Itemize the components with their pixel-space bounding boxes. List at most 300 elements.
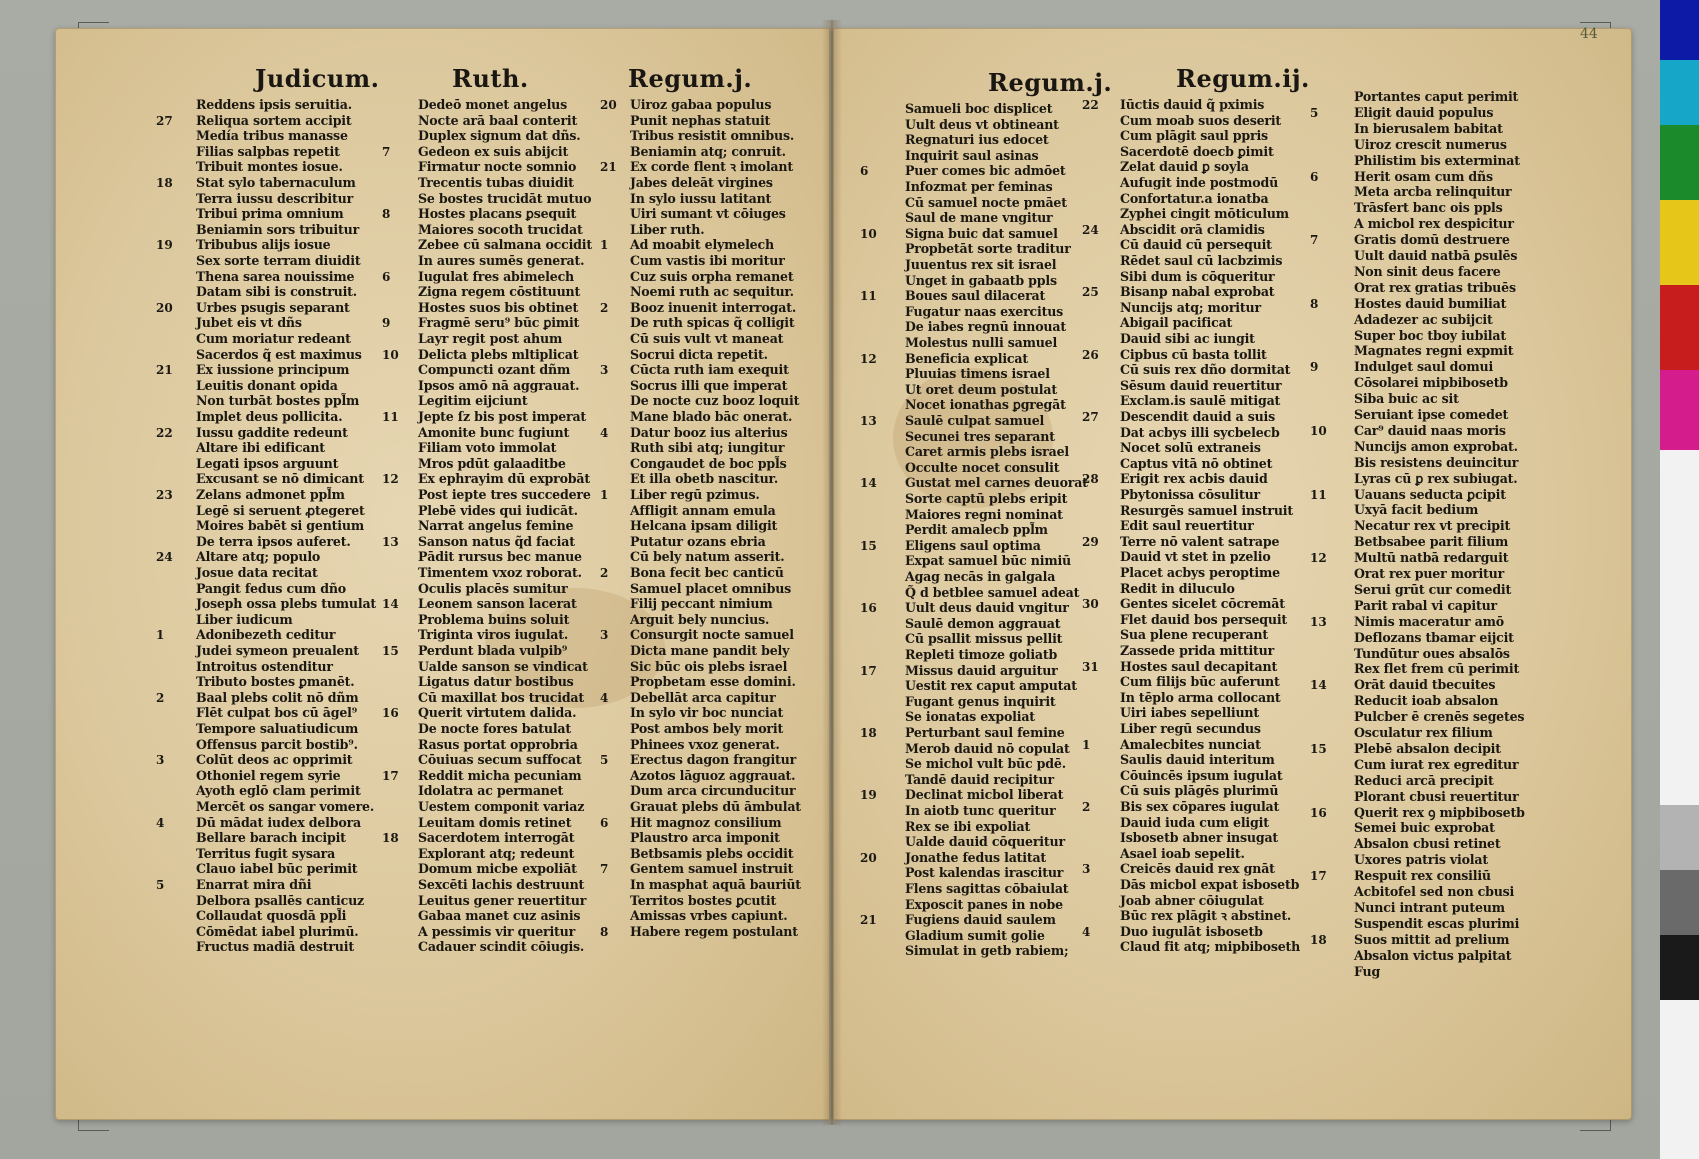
chapter-number: 25 — [1082, 285, 1099, 300]
text-line: Triginta viros iugulat. — [418, 627, 569, 643]
text-line: Delicta plebs mltiplicat — [418, 346, 579, 362]
text-line: Cum plāgit saul ppris — [1120, 128, 1268, 144]
text-line: Sacerdotē doecb ꝑimit — [1120, 143, 1274, 159]
chapter-number: 24 — [156, 550, 173, 565]
text-line: Post ambos bely morit — [630, 721, 784, 736]
chapter-number: 20 — [600, 98, 617, 112]
text-line: Gratis domū destruere — [1354, 232, 1510, 248]
text-line: Socrui dicta repetit. — [630, 346, 768, 362]
text-line: In aures sumēs generat. — [418, 253, 585, 268]
text-line: Uiri sumant vt cōiuges — [630, 206, 786, 222]
text-line: Filiam voto immolat — [418, 440, 557, 456]
chapter-number: 10 — [382, 347, 399, 362]
chapter-number: 15 — [860, 538, 877, 553]
text-line: Sexcēti lachis destruunt — [418, 877, 585, 892]
text-line: Beniamin atq; conruit. — [630, 143, 786, 159]
text-line: Josue data recitat — [196, 565, 318, 580]
chapter-number: 6 — [860, 164, 869, 179]
text-line: Iussu gaddite redeunt — [196, 424, 348, 440]
chapter-number: 20 — [156, 300, 173, 315]
text-line: Enarrat mira dñi — [196, 877, 312, 892]
text-line: Tempore saluatiudicum — [196, 721, 359, 736]
chapter-number: 21 — [156, 363, 173, 378]
chapter-number: 24 — [1082, 222, 1099, 237]
chapter-number: 15 — [1310, 741, 1327, 756]
text-line: Portantes caput perimit — [1354, 89, 1519, 104]
text-line: Reddens ipsis seruitia. — [196, 97, 352, 112]
text-line: Medía tribus manasse — [196, 128, 348, 144]
chapter-number: 2 — [1082, 800, 1091, 814]
text-line: Cum moriatur redeant — [196, 331, 351, 346]
text-line: Uult deus vt obtineant — [905, 116, 1059, 132]
chapter-number: 9 — [382, 316, 391, 331]
chapter-number: 22 — [1082, 98, 1099, 112]
text-line: Plebē vides qui iudicāt. — [418, 502, 578, 518]
text-line: Bis resistens deuincitur — [1354, 454, 1519, 470]
text-line: Siba buic ac sit — [1354, 391, 1459, 407]
text-line: Asael ioab sepelit. — [1120, 845, 1245, 861]
color-patch — [1660, 935, 1699, 1000]
text-line: Dū mādat iudex delbora — [196, 814, 361, 830]
text-line: Samuel placet omnibus — [630, 580, 792, 596]
text-line: Reddit micha pecuniam — [418, 767, 582, 783]
text-line: Cum moab suos deserit — [1120, 112, 1282, 128]
text-line: Firmatur nocte somnio — [418, 159, 577, 175]
text-line: Signa buic dat samuel — [905, 225, 1058, 241]
text-line: Adonibezeth ceditur — [196, 627, 336, 643]
text-line: Dās micbol expat isbosetb — [1120, 877, 1300, 892]
text-line: Juuentus rex sit israel — [905, 257, 1057, 272]
color-calibration-strip — [1660, 0, 1699, 1159]
text-line: Samueli boc displicet — [905, 101, 1053, 116]
text-line: Dauid vt stet in pzelio — [1120, 549, 1271, 565]
text-line: Non turbāt bostes ppl̃m — [196, 393, 360, 409]
text-line: Rasus portat opprobria — [418, 736, 578, 752]
text-line: Car⁹ dauid naas moris — [1354, 422, 1506, 438]
text-line: Idolatra ac permanet — [418, 783, 564, 799]
text-line: Nocet solū extraneis — [1120, 440, 1261, 456]
text-line: Duo iugulāt isbosetb — [1120, 923, 1263, 939]
text-line: Uestit rex caput amputat — [905, 678, 1077, 694]
text-line: Fugiens dauid saulem — [905, 912, 1056, 928]
text-line: Cū suis vult vt maneat — [630, 331, 784, 346]
text-line: Pulcber ē crenēs segetes — [1354, 709, 1525, 725]
text-line: Descendit dauid a suis — [1120, 409, 1276, 424]
text-line: Congaudet de boc ppl̃s — [630, 455, 787, 471]
text-line: Occulte nocet consulit — [905, 459, 1060, 475]
text-line: In sylo iussu latitant — [630, 190, 772, 206]
chapter-number: 19 — [860, 788, 877, 803]
text-line: In tēplo arma collocant — [1120, 689, 1281, 705]
text-line: Perturbant saul femine — [905, 725, 1065, 740]
chapter-number: 4 — [1082, 924, 1091, 939]
text-line: Iūctis dauid q̃ pximis — [1120, 97, 1265, 112]
text-line: Cū bely natum asserit. — [630, 549, 785, 565]
text-line: Amonite bunc fugiunt — [418, 424, 570, 440]
text-line: Seruiant ipse comedet — [1354, 407, 1509, 422]
text-line: Zebee cū salmana occidit — [418, 237, 592, 253]
text-line: Rēdet saul cū lacbzimis — [1120, 253, 1283, 268]
text-line: Unget in gabaatb ppls — [905, 272, 1057, 288]
text-line: Iugulat fres abimelech — [418, 268, 575, 284]
text-line: Uauans seducta ꝑcipit — [1354, 486, 1506, 502]
text-line: Acbitofel sed non cbusi — [1354, 884, 1515, 899]
chapter-number: 6 — [1310, 169, 1319, 184]
text-line: Hostes placans ꝑsequit — [418, 206, 577, 222]
text-line: Necatur rex vt precipit — [1354, 518, 1511, 534]
text-line: Duplex signum dat dñs. — [418, 128, 581, 144]
text-line: Flēt culpat bos cū āgel⁹ — [196, 705, 358, 721]
chapter-number: 16 — [860, 601, 877, 616]
chapter-number: 22 — [156, 425, 173, 440]
text-line: Abscidit orā clamidis — [1120, 221, 1265, 237]
text-line: Oculis placēs sumitur — [418, 580, 568, 596]
text-line: Resurgēs samuel instruit — [1120, 502, 1294, 518]
text-line: Flet dauid bos persequit — [1120, 611, 1288, 627]
text-line: Altare ibi edificant — [196, 440, 325, 456]
text-line: Cum vastis ibi moritur — [630, 253, 785, 268]
text-line: Uxores patris violat — [1354, 852, 1488, 868]
text-line: Judei symeon preualent — [196, 643, 359, 658]
text-line: Leuitus gener reuertitur — [418, 892, 587, 908]
text-line: Cōuiuas secum suffocat — [418, 752, 582, 768]
text-line: Nocet ionathas ꝑgregāt — [905, 397, 1066, 413]
text-line: Uxyā facit bedium — [1354, 502, 1479, 518]
text-line: Dauid sibi ac iungit — [1120, 331, 1255, 346]
chapter-number: 18 — [156, 176, 173, 190]
text-line: Implet deus pollicita. — [196, 409, 343, 424]
chapter-number: 1 — [156, 628, 165, 643]
color-patch — [1660, 370, 1699, 450]
text-line: Boues saul dilacerat — [905, 288, 1046, 304]
text-line: Propbetāt sorte traditur — [905, 241, 1071, 257]
text-line: Thena sarea nouissime — [196, 268, 355, 284]
text-line: Uult dauid natbā ꝑsulēs — [1354, 248, 1518, 263]
text-line: Cōuincēs ipsum iugulat — [1120, 767, 1283, 783]
chapter-number: 4 — [600, 425, 609, 440]
text-line: Tandē dauid recipitur — [905, 771, 1054, 787]
text-line: Ualde sanson se vindicat — [418, 658, 588, 674]
text-line: Nuncijs amon exprobat. — [1354, 438, 1518, 454]
text-line: Altare atq; populo — [196, 549, 321, 565]
text-line: Colūt deos ac opprimit — [196, 752, 353, 768]
text-line: Gentes sicelet cōcremāt — [1120, 596, 1285, 612]
text-line: Affligit annam emula — [630, 502, 776, 518]
text-line: Collaudat quosdā ppl̃i — [196, 908, 347, 924]
chapter-number: 30 — [1082, 597, 1099, 612]
text-line: Abigail pacificat — [1120, 315, 1233, 331]
text-line: Excusant se nō dimicant — [196, 471, 364, 487]
text-line: Domum micbe expoliāt — [418, 861, 577, 877]
text-line: Pangit fedus cum dño — [196, 580, 347, 596]
chapter-number: 16 — [1310, 805, 1327, 820]
text-line: Ex iussione principum — [196, 362, 350, 378]
text-line: Absalon victus palpitat — [1354, 947, 1512, 963]
text-line: Consurgit nocte samuel — [630, 627, 794, 643]
chapter-number: 2 — [600, 300, 609, 315]
text-line: Dat acbys illi sycbelecb — [1120, 424, 1280, 440]
text-line: Phinees vxoz generat. — [630, 736, 780, 752]
chapter-number: 10 — [1310, 423, 1327, 438]
text-line: Socrus illi que imperat — [630, 377, 788, 393]
text-line: Captus vitā nō obtinet — [1120, 455, 1273, 471]
text-line: Maiores regni nominat — [905, 506, 1063, 522]
text-line: Repleti timoze goliatb — [905, 647, 1058, 662]
text-line: Baal plebs colit nō dñm — [196, 689, 359, 705]
text-line: Cum filijs būc auferunt — [1120, 674, 1280, 690]
chapter-number: 11 — [1310, 487, 1327, 502]
text-line: Uiroz crescit numerus — [1354, 136, 1507, 152]
text-line: Maiores socoth trucidat — [418, 221, 583, 237]
text-line: Dicta mane pandit bely — [630, 643, 790, 658]
text-line: Problema buins soluit — [418, 611, 570, 627]
chapter-number: 7 — [382, 144, 391, 159]
text-line: Sanson natus q̃d faciat — [418, 533, 575, 549]
text-line: Cūcta ruth iam exequit — [630, 362, 789, 378]
text-line: Sibi dum is cōqueritur — [1120, 268, 1275, 284]
text-line: Hostes suos bis obtinet — [418, 299, 579, 315]
chapter-number: 17 — [382, 768, 399, 783]
text-line: Cū suis plāgēs plurimū — [1120, 783, 1279, 799]
text-line: De ruth spicas q̃ colligit — [630, 315, 795, 331]
text-line: Eligens saul optima — [905, 537, 1041, 553]
text-line: Tribubus alijs iosue — [196, 237, 331, 253]
color-patch — [1660, 870, 1699, 935]
text-line: Redit in diluculo — [1120, 580, 1235, 596]
color-patch — [1660, 730, 1699, 805]
text-line: Rex se ibi expoliat — [905, 818, 1031, 834]
chapter-number: 4 — [600, 690, 609, 705]
chapter-number: 12 — [860, 351, 877, 366]
text-line: Missus dauid arguitur — [905, 662, 1058, 678]
chapter-number: 7 — [600, 862, 609, 877]
chapter-number: 14 — [860, 476, 877, 491]
text-line: Timentem vxoz roborat. — [418, 565, 582, 580]
column-header-regum-1: Regum.j. — [628, 64, 753, 93]
text-line: Saulē culpat samuel — [905, 413, 1045, 428]
text-line: A micbol rex despicitur — [1354, 216, 1514, 232]
text-line: Hostes dauid bumiliat — [1354, 295, 1507, 311]
text-line: Liber ruth. — [630, 221, 705, 237]
text-line: Fugant genus inquirit — [905, 693, 1056, 709]
chapter-number: 13 — [1310, 614, 1327, 629]
text-line: Claud fit atq; mipbiboseth — [1120, 939, 1301, 955]
text-line: Indulget saul domui — [1354, 359, 1494, 375]
text-line: Zelat dauid ꝑ soyla — [1120, 159, 1249, 175]
text-line: Territos bostes ꝑcutit — [630, 892, 777, 908]
text-line: Rex flet frem cū perimit — [1354, 661, 1520, 677]
text-line: Bis sex cōpares iugulat — [1120, 799, 1280, 814]
chapter-number: 4 — [156, 815, 165, 830]
text-line: Filias salpbas repetit — [196, 143, 340, 159]
text-line: Aufugit inde postmodū — [1120, 175, 1279, 190]
chapter-number: 3 — [600, 628, 609, 643]
text-line: Et illa obetb nascitur. — [630, 471, 779, 487]
text-line: Cum iurat rex egreditur — [1354, 756, 1519, 772]
text-line: Cū dauid cū persequit — [1120, 237, 1272, 253]
text-line: Creicēs dauid rex gnāt — [1120, 861, 1275, 877]
text-line: Booz inuenit interrogat. — [630, 299, 797, 315]
chapter-number: 5 — [600, 753, 609, 768]
text-line: Expat samuel būc nimiū — [905, 553, 1072, 569]
text-line: Orāt dauid tbecuites — [1354, 677, 1496, 693]
color-patch — [1660, 805, 1699, 870]
text-line: Post kalendas irascitur — [905, 865, 1064, 881]
text-line: Merob dauid nō copulat — [905, 740, 1070, 756]
text-line: Uestem componit variaz — [418, 799, 585, 814]
text-line: Leuitis donant opida — [196, 377, 338, 393]
text-line: Ex ephrayim dū exprobāt — [418, 471, 590, 487]
text-line: Beniamin sors tribuitur — [196, 221, 359, 237]
text-line: Saul de mane vngitur — [905, 210, 1053, 226]
text-line: Magnates regni expmit — [1354, 343, 1514, 359]
text-line: Delbora psallēs canticuz — [196, 892, 364, 908]
chapter-number: 29 — [1082, 534, 1099, 549]
text-line: Gedeon ex suis abijcit — [418, 143, 569, 159]
text-line: Terra iussu describitur — [196, 190, 354, 206]
folio-number: 44 — [1580, 26, 1598, 42]
chapter-number: 27 — [156, 113, 173, 128]
text-line: Se michol vult būc pdē. — [905, 756, 1066, 772]
binding-gutter — [822, 20, 842, 1125]
text-line: Sua plene recuperant — [1120, 627, 1269, 643]
text-line: Terre nō valent satrape — [1120, 533, 1280, 549]
text-line: Orat rex gratias tribuēs — [1354, 279, 1516, 295]
text-line: Amalecbites nunciat — [1120, 736, 1261, 752]
text-line: Confortatur.a ionatba — [1120, 190, 1269, 206]
text-line: Joseph ossa plebs tumulat — [196, 596, 377, 612]
text-line: Nimis maceratur amō — [1354, 613, 1504, 629]
text-line: Tribui prima omnium — [196, 206, 344, 222]
text-line: Leonem sanson lacerat — [418, 596, 577, 612]
text-line: Fug — [1354, 963, 1381, 979]
text-line: Sacerdos q̃ est maximus — [196, 346, 362, 362]
text-line: Urbes psugis separant — [196, 299, 350, 315]
text-line: Edit saul reuertitur — [1120, 518, 1254, 534]
text-line: Uult deus dauid vngitur — [905, 600, 1069, 616]
text-line: Betbsabee parit filium — [1354, 534, 1509, 550]
text-line: Pādit rursus bec manue — [418, 549, 582, 565]
text-line: Grauat plebs dū āmbulat — [630, 799, 801, 814]
chapter-number: 18 — [860, 726, 877, 740]
text-line: Gentem samuel instruit — [630, 861, 794, 877]
text-line: Orat rex puer moritur — [1354, 566, 1505, 581]
text-line: Dedeō monet angelus — [418, 97, 567, 112]
text-line: Noemi ruth ac sequitur. — [630, 284, 794, 300]
text-line: Erigit rex acbis dauid — [1120, 471, 1268, 487]
column-header-regum-1-right: Regum.j. — [988, 68, 1113, 97]
text-line: Fugatur naas exercitus — [905, 303, 1064, 319]
text-line: Saulis dauid interitum — [1120, 752, 1275, 768]
text-line: De nocte fores batulat — [418, 721, 571, 736]
text-line: Exposcit panes in nobe — [905, 896, 1063, 912]
text-line: Caret armis plebs israel — [905, 444, 1069, 460]
text-line: Post iepte tres succedere — [418, 487, 591, 502]
text-line: Bisanp nabal exprobat — [1120, 284, 1275, 300]
text-line: Sēsum dauid reuertitur — [1120, 377, 1282, 393]
text-line: Absalon cbusi retinet — [1354, 836, 1501, 852]
text-line: Zelans admonet ppl̃m — [196, 487, 345, 502]
text-line: Nunci intrant puteum — [1354, 899, 1505, 915]
chapter-number: 11 — [860, 289, 877, 304]
text-line: Introitus ostenditur — [196, 658, 333, 674]
text-line: Se bostes trucidāt mutuo — [418, 190, 592, 206]
text-line: Zassede prida mittitur — [1120, 643, 1275, 658]
text-line: Trāsfert banc ois ppls — [1354, 200, 1503, 216]
text-line: Regnaturi ius edocet — [905, 132, 1049, 148]
text-line: Dum arca circunducitur — [630, 783, 796, 799]
text-line: Leuitam domis retinet — [418, 814, 572, 830]
text-line: Ualde dauid cōqueritur — [905, 834, 1065, 850]
chapter-number: 8 — [1310, 296, 1319, 311]
chapter-number: 26 — [1082, 347, 1099, 362]
text-line: Debellāt arca capitur — [630, 689, 776, 705]
text-line: Perdunt blada vulpib⁹ — [418, 643, 568, 658]
text-line: In bierusalem babitat — [1354, 120, 1503, 136]
chapter-number: 3 — [156, 753, 165, 768]
text-line: Beneficia explicat — [905, 350, 1028, 366]
text-line: Bellare barach incipit — [196, 830, 346, 846]
text-line: Moires babēt si gentium — [196, 518, 364, 534]
text-line: Saulē demon aggrauat — [905, 615, 1061, 631]
text-line: Suspendit escas plurimi — [1354, 915, 1520, 931]
column-header-judicum: Judicum. — [255, 64, 380, 93]
text-line: Sic būc ois plebs israel — [630, 658, 788, 674]
text-line: Ad moabit elymelech — [630, 237, 774, 253]
text-line: Sorte captū plebs eripit — [905, 491, 1068, 506]
chapter-number: 23 — [156, 488, 173, 502]
text-line: Fructus madiā destruit — [196, 939, 354, 955]
text-line: Secunei tres separant — [905, 428, 1055, 444]
text-line: Jonathe fedus latitat — [905, 849, 1047, 865]
text-line: Putatur ozans ebria — [630, 533, 766, 549]
text-line: Reducit ioab absalon — [1354, 693, 1499, 709]
chapter-number: 1 — [600, 488, 609, 502]
chapter-number: 8 — [382, 207, 391, 222]
chapter-number: 14 — [382, 597, 399, 612]
text-line: Jubet eis vt dñs — [196, 315, 302, 331]
chapter-number: 18 — [382, 831, 399, 846]
text-line: Cōsolarei mipbibosetb — [1354, 375, 1508, 391]
text-line: Azotos lāguoz aggrauat. — [630, 767, 796, 783]
text-line: In sylo vir boc nunciat — [630, 705, 784, 721]
text-line: Mercēt os sangar vomere. — [196, 799, 375, 814]
text-line: Cū suis rex dño dormitat — [1120, 362, 1291, 378]
text-line: Filij peccant nimium — [630, 596, 773, 612]
text-line: Amissas vrbes capiunt. — [630, 908, 788, 924]
text-line: Cipbus cū basta tollit — [1120, 346, 1267, 362]
text-line: Eligit dauid populus — [1354, 104, 1494, 120]
text-line: Helcana ipsam diligit — [630, 518, 778, 534]
text-line: Super boc tboy iubilat — [1354, 327, 1506, 343]
text-line: Sex sorte terram diuidit — [196, 253, 361, 268]
text-line: Cuz suis orpha remanet — [630, 268, 794, 284]
chapter-number: 3 — [600, 363, 609, 378]
text-line: Declinat micbol liberat — [905, 787, 1064, 803]
text-line: Liber iudicum — [196, 611, 293, 627]
chapter-number: 21 — [600, 160, 617, 175]
text-line: Zyphei cingit mōticulum — [1120, 206, 1289, 222]
text-line: Erectus dagon frangitur — [630, 752, 797, 768]
chapter-number: 6 — [382, 269, 391, 284]
text-line: Punit nephas statuit — [630, 112, 771, 128]
text-line: Hostes saul decapitant — [1120, 658, 1278, 674]
text-line: Philistim bis exterminat — [1354, 152, 1520, 168]
chapter-number: 2 — [156, 690, 165, 705]
text-line: Sacerdotem interrogāt — [418, 830, 575, 846]
chapter-number: 7 — [1310, 233, 1319, 248]
text-line: Ayoth eglō clam perimit — [196, 783, 361, 799]
